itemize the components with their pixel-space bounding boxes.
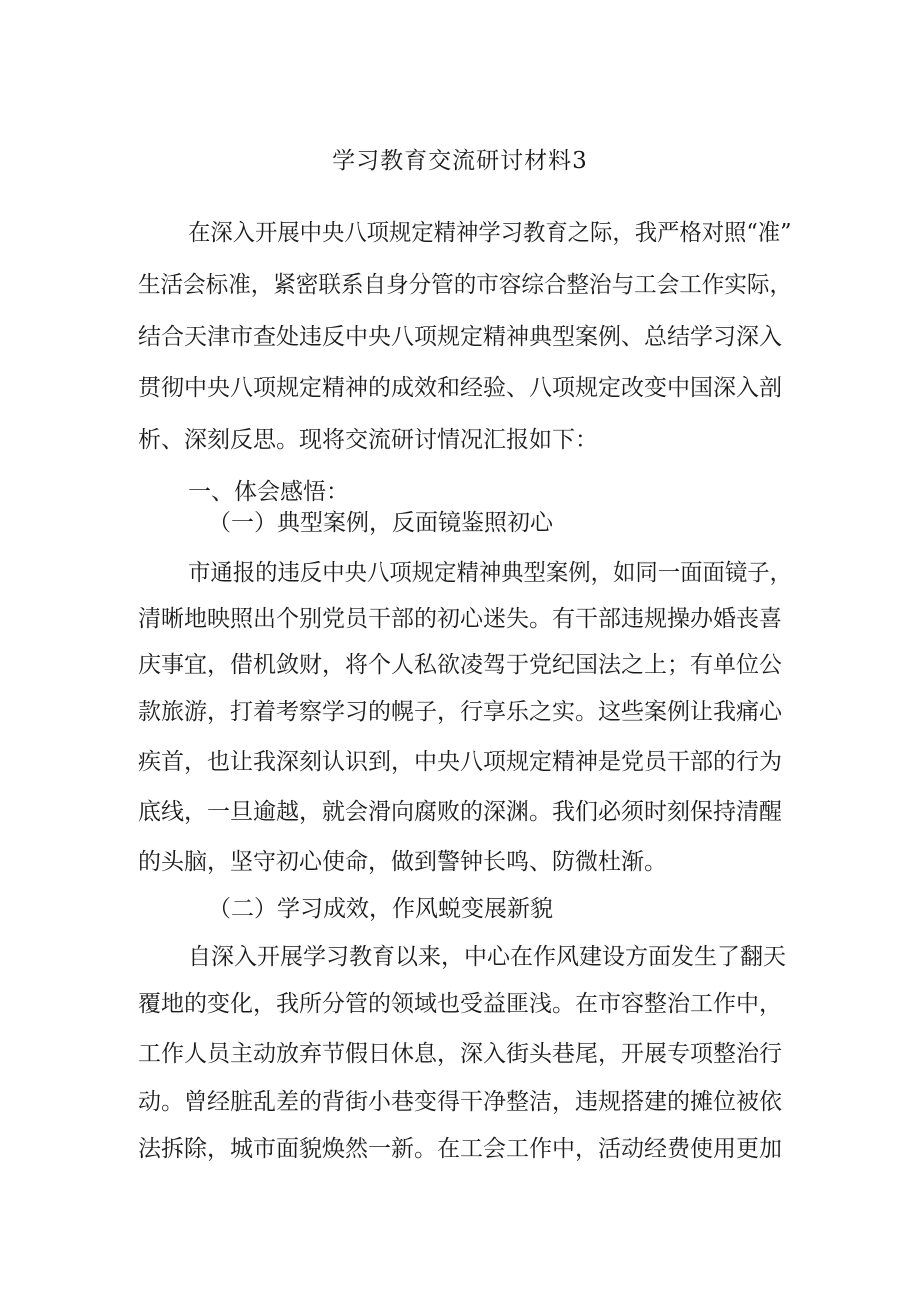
- body-line: 覆地的变化，我所分管的领域也受益匪浅。在市容整治工作中，: [138, 991, 782, 1017]
- intro-line: 结合天津市查处违反中央八项规定精神典型案例、总结学习深入: [138, 324, 782, 350]
- body-line: 的头脑，坚守初心使命，做到警钟长鸣、防微杜渐。: [138, 849, 667, 875]
- document-title: 学习教育交流研讨材料3: [332, 148, 588, 174]
- section-heading: 一、体会感悟：: [188, 479, 349, 505]
- subsection-heading: （一）典型案例，反面镜鉴照初心: [208, 510, 553, 536]
- intro-line: 生活会标准，紧密联系自身分管的市容综合整治与工会工作实际，: [138, 272, 792, 298]
- subsection-heading: （二）学习成效，作风蜕变展新貌: [208, 896, 553, 922]
- body-line: 庆事宜，借机敛财，将个人私欲凌驾于党纪国法之上；有单位公: [138, 652, 782, 678]
- intro-line: 析、深刻反思。现将交流研讨情况汇报如下：: [138, 427, 598, 453]
- body-line: 底线，一旦逾越，就会滑向腐败的深渊。我们必须时刻保持清醒: [138, 799, 782, 825]
- body-line: 疾首，也让我深刻认识到，中央八项规定精神是党员干部的行为: [138, 749, 782, 775]
- intro-line: 在深入开展中央八项规定精神学习教育之际，我严格对照“准”: [188, 220, 792, 246]
- body-line: 法拆除，城市面貌焕然一新。在工会工作中，活动经费使用更加: [138, 1136, 782, 1162]
- intro-line: 贯彻中央八项规定精神的成效和经验、八项规定改变中国深入剖: [138, 375, 782, 401]
- body-line: 动。曾经脏乱差的背街小巷变得干净整洁，违规搭建的摊位被依: [138, 1089, 782, 1115]
- body-line: 市通报的违反中央八项规定精神典型案例，如同一面面镜子，: [188, 560, 792, 586]
- body-line: 工作人员主动放弃节假日休息，深入街头巷尾，开展专项整治行: [138, 1041, 782, 1067]
- body-line: 款旅游，打着考察学习的幌子，行享乐之实。这些案例让我痛心: [138, 699, 782, 725]
- body-line: 自深入开展学习教育以来，中心在作风建设方面发生了翻天: [188, 944, 786, 970]
- body-line: 清晰地映照出个别党员干部的初心迷失。有干部违规操办婚丧喜: [138, 606, 782, 632]
